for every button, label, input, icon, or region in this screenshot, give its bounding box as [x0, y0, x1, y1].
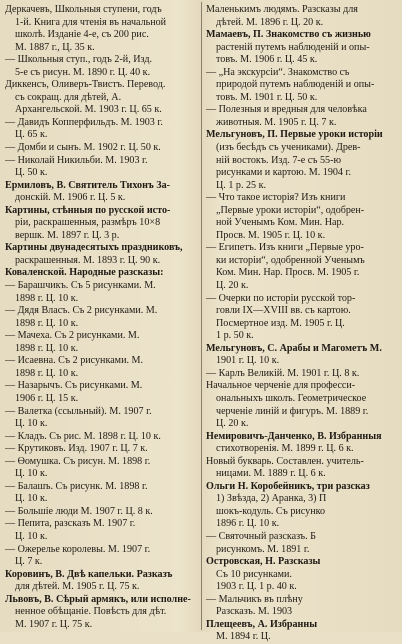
- catalog-line: 1-й. Книга для чтенія въ начальной: [15, 16, 167, 28]
- catalog-line: — Балашъ. Съ рисунк. М. 1898 г.: [5, 480, 148, 492]
- catalog-line: Ц. 10 к.: [15, 530, 48, 542]
- catalog-line: товъ. М. 1901 г. Ц. 50 к.: [216, 91, 318, 103]
- catalog-line: — Барашчикъ. Съ 5 рисунками. М.: [5, 280, 156, 292]
- catalog-line: 1) Звѣзда, 2) Аранка, 3) П: [216, 493, 327, 505]
- catalog-line: — Кладъ. Съ рис. М. 1898 г. Ц. 10 к.: [5, 430, 161, 442]
- catalog-line: Разсказъ. М. 1903: [216, 606, 293, 618]
- catalog-line: Ком. Мин. Нар. Просв. М. 1905 г.: [216, 267, 360, 279]
- catalog-line: „Первые уроки исторіи“, одобрен-: [216, 204, 365, 216]
- catalog-line: 1898 г. Ц. 10 к.: [15, 367, 79, 379]
- catalog-line: съ сокращ. для дѣтей, А.: [15, 91, 122, 103]
- catalog-line: Архангельской. М. 1903 г. Ц. 65 к.: [15, 104, 162, 116]
- catalog-line: стихотворенія. М. 1899 г. Ц. 6 к.: [216, 443, 354, 455]
- catalog-line: 1898 г. Ц. 10 к.: [15, 317, 79, 329]
- catalog-line: для дѣтей. М. 1905 г. Ц. 75 к.: [15, 581, 140, 593]
- catalog-line: — Большіе люди М. 1907 г. Ц. 8 к.: [5, 505, 153, 517]
- catalog-line: — Дядя Власъ. Съ 2 рисунками. М.: [5, 305, 158, 317]
- catalog-line: — Валетка (ссыльный). М. 1907 г.: [5, 405, 152, 417]
- catalog-line: Начальное черченіе для професси-: [206, 380, 356, 392]
- catalog-line: Ц. 20 к.: [216, 280, 249, 292]
- column-divider: [201, 2, 202, 630]
- catalog-line: ній востокъ. Изд. 7-е съ 55-ю: [216, 154, 342, 166]
- catalog-line: Немировичъ-Данченко, В. Избранныя: [206, 430, 382, 442]
- catalog-line: — Домби и сынъ. М. 1902 г. Ц. 50 к.: [5, 142, 161, 154]
- catalog-line: 1898 г. Ц. 10 к.: [15, 342, 79, 354]
- catalog-line: — Святочный разсказъ. Б: [206, 530, 316, 542]
- catalog-line: Львовъ, В. Сѣрый армякъ, или исполне-: [5, 593, 191, 605]
- catalog-line: Ц. 20 к.: [216, 418, 249, 430]
- catalog-line: Коваленской. Народные разсказы:: [5, 267, 164, 279]
- catalog-line: Мельгуновъ, П. Первые уроки исторіи: [206, 129, 383, 141]
- catalog-line: Новый букварь. Составлен. учитель-: [206, 455, 364, 467]
- catalog-line: Мельгуновъ, С. Арабы и Магометъ М.: [206, 342, 382, 354]
- catalog-line: Картины, стѣнныя по русской исто-: [5, 204, 171, 216]
- catalog-line: — Очерки по исторіи русской тор-: [206, 292, 356, 304]
- catalog-line: донскій. М. 1906 г. Ц. 5 к.: [15, 192, 126, 204]
- catalog-line: шокъ-кодуль. Съ рисунко: [216, 505, 326, 517]
- catalog-line: ональныхъ школъ. Геометрическое: [216, 392, 367, 404]
- catalog-line: — Что такое исторія? Изъ книги: [206, 192, 346, 204]
- catalog-line: Маленькимъ людямъ. Разсказы для: [206, 4, 358, 15]
- catalog-line: животныя. М. 1905 г. Ц. 7 к.: [216, 116, 337, 128]
- catalog-line: Коровинъ, В. Двѣ капельки. Разказъ: [5, 568, 173, 580]
- left-column: [5, 4, 199, 631]
- catalog-line: рисунками и картою. М. 1904 г.: [216, 167, 352, 179]
- catalog-line: Ц. 1 р. 25 к.: [216, 179, 267, 191]
- catalog-line: Диккенсъ, Оливеръ-Твистъ. Перевод.: [5, 79, 166, 91]
- catalog-line: (изъ бесѣдъ съ учениками). Древ-: [216, 142, 361, 154]
- catalog-line: Просв. М. 1905 г. Ц. 10 к.: [216, 229, 326, 241]
- catalog-line: — Мачеха. Съ 2 рисунками. М.: [5, 330, 140, 342]
- catalog-line: 1903 г. Ц. 1 р. 40 к.: [216, 581, 297, 593]
- catalog-line: — Карлъ Великій. М. 1901 г. Ц. 8 к.: [206, 367, 360, 379]
- catalog-line: природой путемъ наблюденій и опы-: [216, 79, 375, 91]
- catalog-line: — Крутиковъ. Изд. 1907 г. Ц. 7 к.: [5, 443, 148, 455]
- catalog-line: вершк. М. 1897 г. Ц. 3 р.: [15, 229, 120, 241]
- catalog-line: Ц. 10 к.: [15, 418, 48, 430]
- catalog-line: М. 1887 г., Ц. 35 к.: [15, 41, 95, 53]
- catalog-line: ненное обѣщаніе. Повѣсть для дѣт.: [15, 606, 167, 618]
- catalog-line: — Ожерелье королевы. М. 1907 г.: [5, 543, 151, 555]
- catalog-line: — Египетъ. Изъ книги „Первые уро-: [206, 242, 364, 254]
- catalog-line: растеній путемъ наблюденій и опы-: [216, 41, 370, 53]
- catalog-line: Ц. 10 к.: [15, 468, 48, 480]
- catalog-line: М. 1907 г. Ц. 75 к.: [15, 618, 93, 630]
- catalog-line: дѣтей. М. 1896 г. Ц. 20 к.: [216, 16, 324, 28]
- catalog-line: — Школьныя ступ., годъ 2-й, Изд.: [5, 54, 153, 66]
- right-column: [206, 4, 398, 644]
- catalog-line: М. 1894 г. Ц.: [216, 631, 271, 643]
- catalog-line: рисункомъ. М. 1891 г.: [216, 543, 310, 555]
- catalog-line: Деркачевъ, Школьныя ступени, годъ: [5, 4, 162, 15]
- catalog-line: ки исторіи“, одобренной Ученымъ: [216, 254, 365, 266]
- catalog-line: — „На экскурсіи“. Знакомство съ: [206, 66, 350, 78]
- catalog-line: Ц. 50 к.: [15, 167, 48, 179]
- catalog-line: — Николай Никильби. М. 1903 г.: [5, 154, 148, 166]
- catalog-line: — Полезныя и вредныя для человѣка: [206, 104, 367, 116]
- catalog-line: 1906 г. Ц. 15 к.: [15, 392, 79, 404]
- catalog-line: Плещеевъ, А. Избранны: [206, 618, 318, 630]
- catalog-line: Ц. 65 к.: [15, 129, 48, 141]
- catalog-line: 1898 г. Ц. 10 к.: [15, 292, 79, 304]
- catalog-line: Ермиловъ, В. Святитель Тихонъ За-: [5, 179, 171, 191]
- catalog-line: — Өомушка. Съ рисун. М. 1898 г.: [5, 455, 151, 467]
- catalog-line: ницами. М. 1889 г. Ц. 6 к.: [216, 468, 326, 480]
- catalog-line: ріи, раскрашенныя, размѣръ 10×8: [15, 217, 161, 229]
- catalog-line: Мамаевъ, П. Знакомство съ жизнью: [206, 29, 371, 41]
- catalog-line: — Исаевна. Съ 2 рисунками. М.: [5, 355, 144, 367]
- catalog-line: Ц. 7 к.: [15, 556, 43, 568]
- catalog-line: — Пепита, разсказъ М. 1907 г.: [5, 518, 136, 530]
- catalog-line: ной Ученымъ Ком. Мин. Нар.: [216, 217, 345, 229]
- catalog-line: Съ 10 рисунками.: [216, 568, 292, 580]
- catalog-line: 5-е съ рисун. М. 1890 г. Ц. 40 к.: [15, 66, 151, 78]
- catalog-line: раскрашенныя. М. 1893 г. Ц. 90 к.: [15, 254, 161, 266]
- catalog-line: — Давидъ Копперфильдъ. М. 1903 г.: [5, 116, 163, 128]
- catalog-line: Островская, Н. Разсказы: [206, 556, 321, 568]
- catalog-line: — Назарычъ. Съ рисунками. М.: [5, 380, 143, 392]
- catalog-line: Картины двунадесятыхъ праздниковъ,: [5, 242, 183, 254]
- catalog-line: говли IX—XVIII вв. съ картою.: [216, 305, 351, 317]
- catalog-line: 1 р. 50 к.: [216, 330, 254, 342]
- catalog-line: товъ. М. 1906 г. Ц. 45 к.: [216, 54, 318, 66]
- catalog-line: 1901 г. Ц. 10 к.: [216, 355, 280, 367]
- catalog-line: Ольги Н. Коробейникъ, три разсказ: [206, 480, 370, 492]
- catalog-line: Ц. 10 к.: [15, 493, 48, 505]
- catalog-line: школѣ. Изданіе 4-е, съ 200 рис.: [15, 29, 149, 41]
- catalog-line: Посмертное изд. М. 1905 г. Ц.: [216, 317, 345, 329]
- catalog-line: черченіе линій и фигуръ. М. 1889 г.: [216, 405, 369, 417]
- catalog-line: 1896 г. Ц. 10 к.: [216, 518, 280, 530]
- catalog-line: — Мальчикъ въ плѣну: [206, 593, 303, 605]
